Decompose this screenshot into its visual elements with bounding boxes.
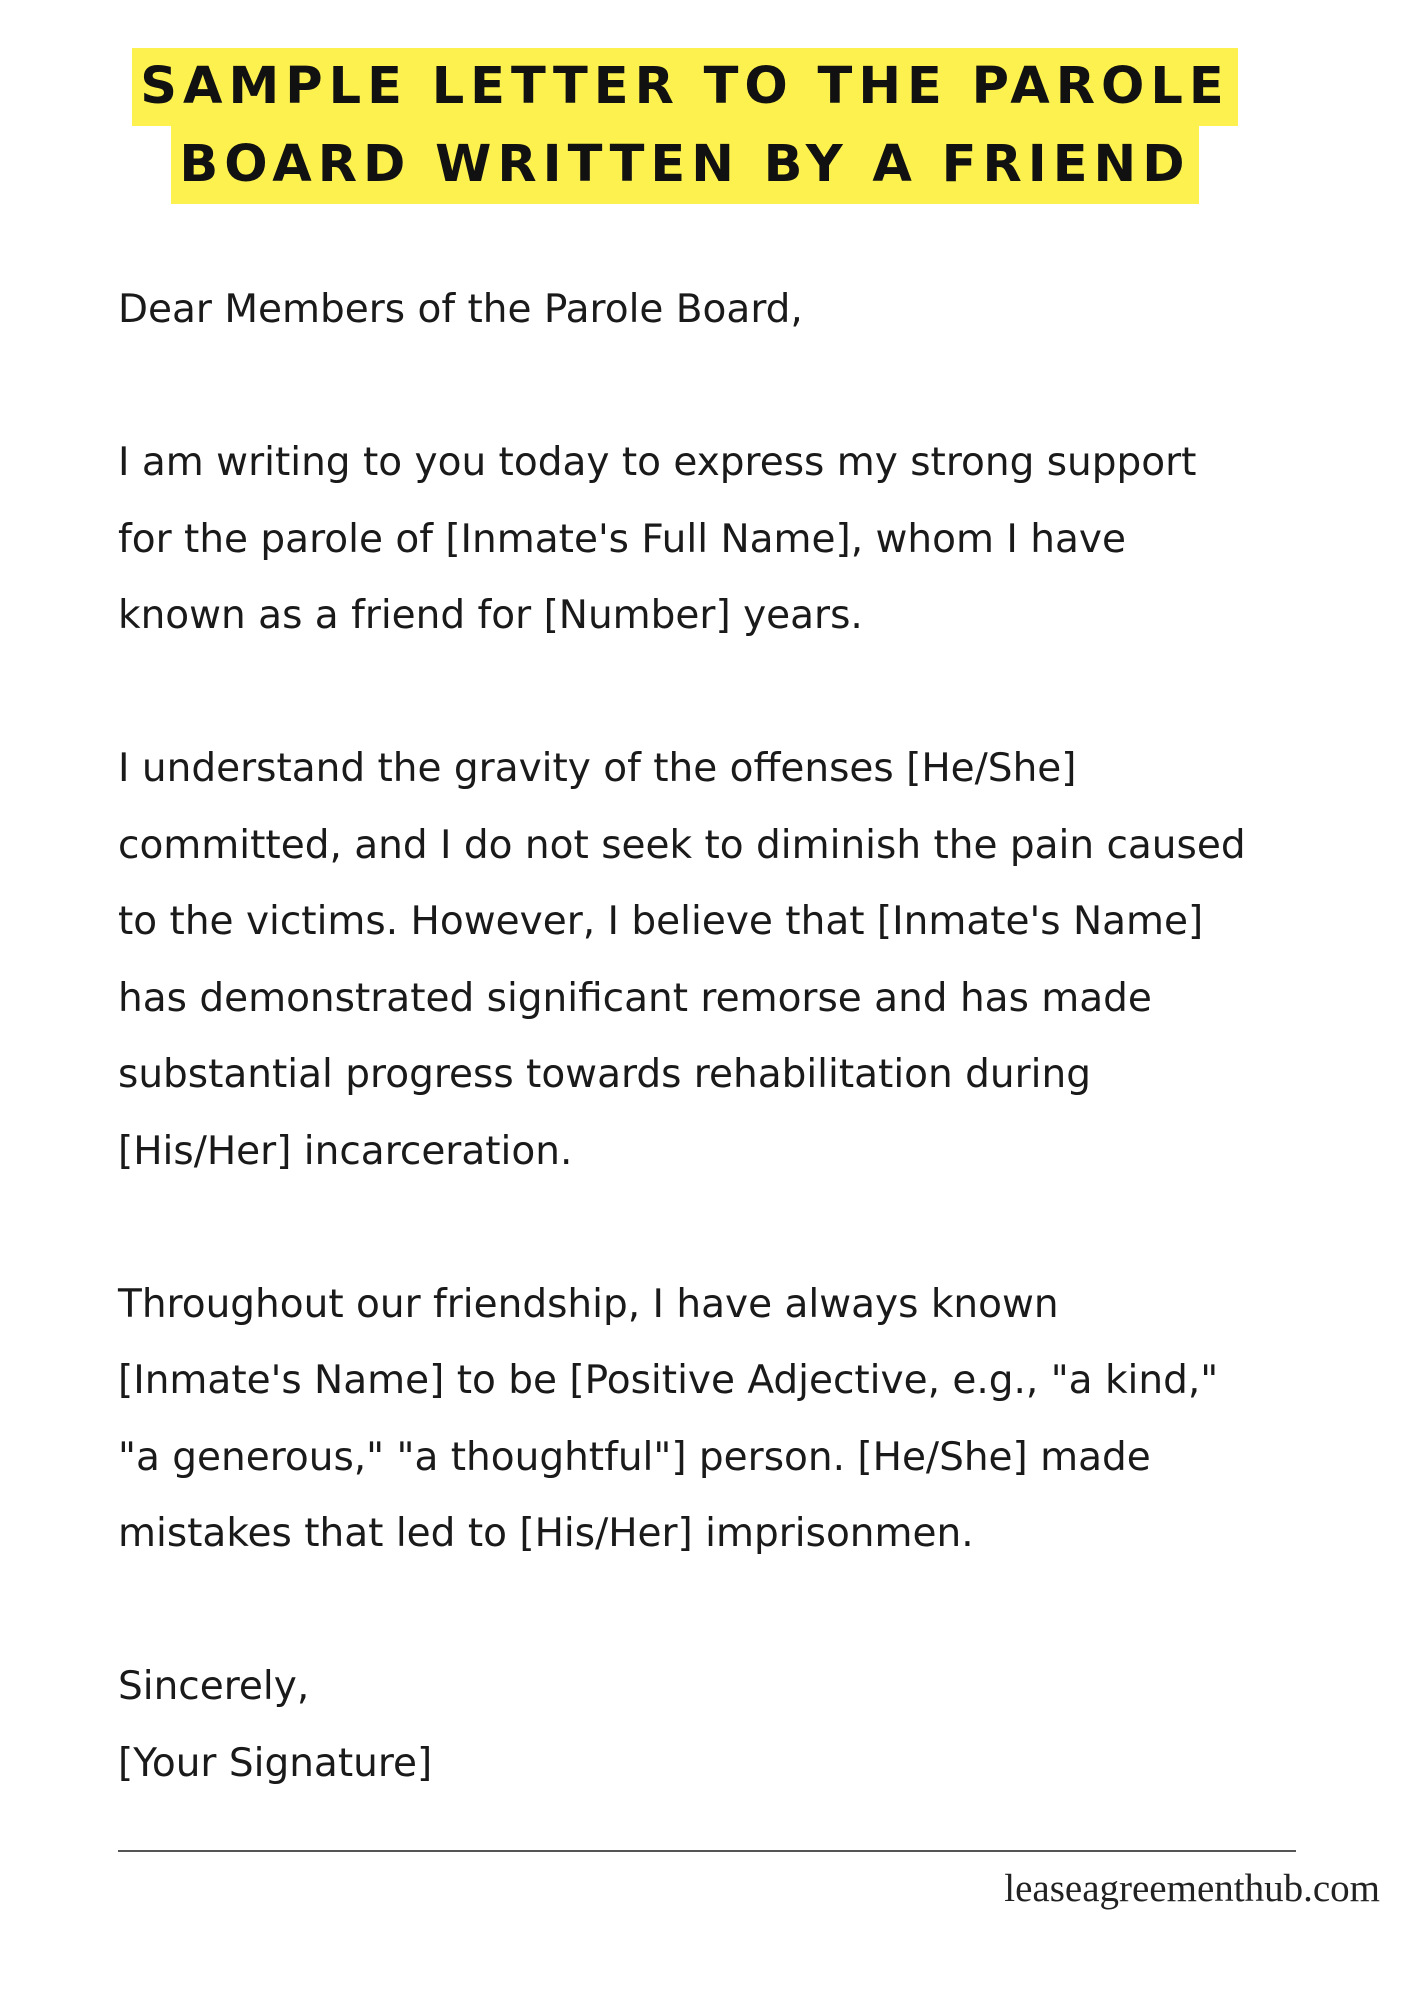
- salutation: [118, 272, 1348, 349]
- paragraph-3: [118, 1267, 1348, 1573]
- paragraph-2-line: [His/Her] incarceration.: [118, 1128, 573, 1174]
- salutation-text: Dear Members of the Parole Board,: [118, 287, 803, 332]
- paragraph-2-line: has demonstrated significant remorse and has made: [118, 975, 1152, 1021]
- paragraph-1: [118, 425, 1348, 655]
- closing-text: Sincerely,: [118, 1664, 310, 1709]
- paragraph-2-line: I understand the gravity of the offenses [He/She]: [118, 746, 1077, 791]
- paragraph-2-line: to the victims. However, I believe that [Inmate's Name]: [118, 899, 1204, 944]
- paragraph-1-line: for the parole of [Inmate's Full Name], whom I have: [118, 516, 1126, 562]
- paragraph-1-line: known as a friend for [Number] years.: [118, 593, 863, 638]
- paragraph-1-line: I am writing to you today to express my strong support: [118, 440, 1197, 485]
- closing-block: [118, 1649, 1348, 1802]
- paragraph-2: [118, 731, 1348, 1190]
- paragraph-3-line: "a generous," "a thoughtful"] person. [He/She] made: [118, 1434, 1151, 1480]
- paragraph-2-line: committed, and I do not seek to diminish the pain caused: [118, 822, 1246, 868]
- letter-body: [118, 272, 1348, 1802]
- footer-divider: [118, 1850, 1296, 1852]
- paragraph-2-line: substantial progress towards rehabilitation during: [118, 1052, 1091, 1097]
- page-title: [0, 48, 1370, 204]
- paragraph-3-line: Throughout our friendship, I have always known: [118, 1281, 1059, 1327]
- paragraph-3-line: [Inmate's Name] to be [Positive Adjective, e.g., "a kind,": [118, 1358, 1219, 1403]
- paragraph-3-line: mistakes that led to [His/Her] imprisonmen.: [118, 1511, 974, 1556]
- title-line-2: BOARD WRITTEN BY A FRIEND: [171, 126, 1198, 204]
- brand-wordmark: leaseagreementhub.com: [1004, 1867, 1380, 1910]
- title-line-1: SAMPLE LETTER TO THE PAROLE: [132, 48, 1237, 126]
- signature-placeholder: [Your Signature]: [118, 1740, 433, 1786]
